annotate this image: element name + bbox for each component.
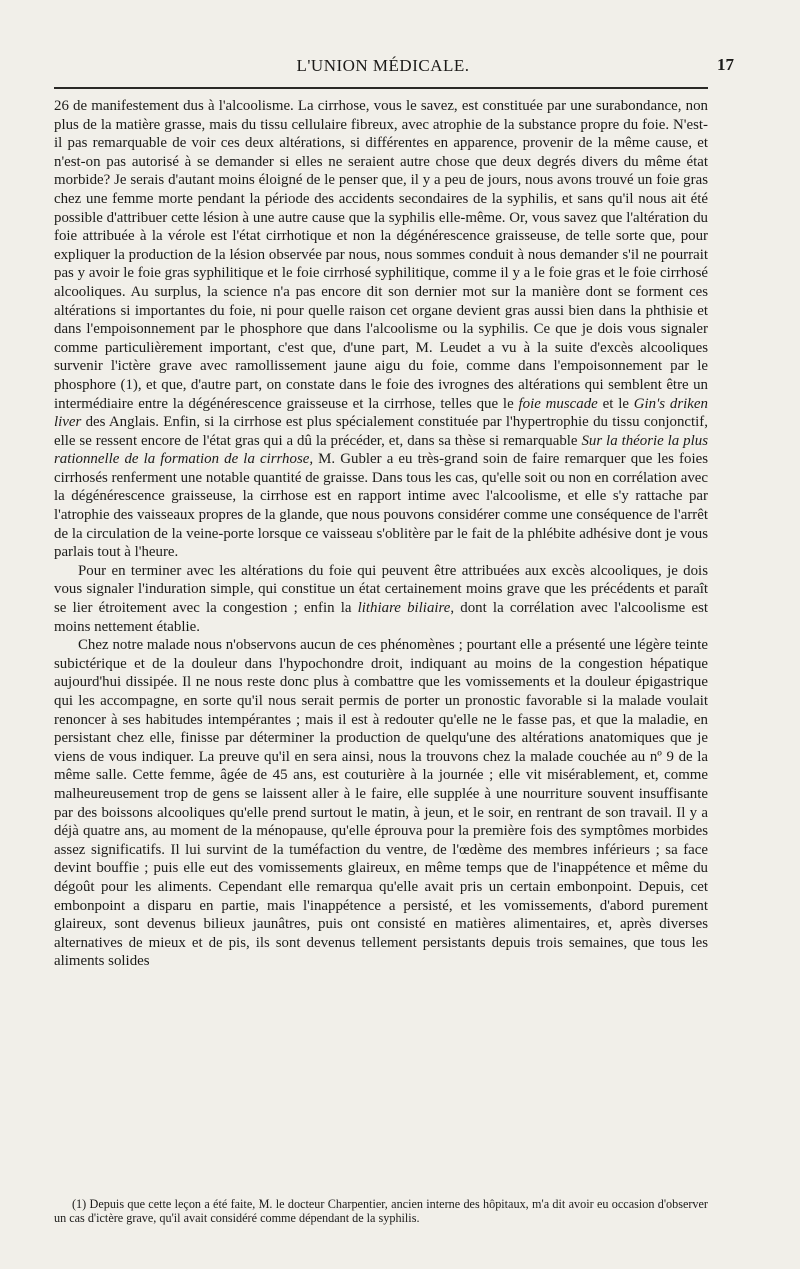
- italic-term-lithiase: lithiare biliaire: [357, 600, 451, 617]
- journal-title: L'UNION MÉDICALE.: [296, 56, 470, 75]
- footnote: [54, 1197, 708, 1225]
- page-number: 17: [717, 55, 734, 74]
- paragraph-2-part-a: Pour en terminer avec les altérations du foie qui peuvent être attribuées aux excès alcooliques, je dois vous signaler l'induration simple, qui constitue un état certainement moins grave que les précédents et paraît se lier étroitement avec la congestion ; enfin la: [54, 562, 708, 617]
- footnote-text: Depuis que cette leçon a été faite, M. le docteur Charpentier, ancien interne des hôpitaux, m'a dit avoir eu occasion d'observer un cas d'ictère grave, qu'il avait considéré comme dépendant de la syphilis.: [54, 1197, 708, 1225]
- header-rule: [54, 87, 708, 89]
- footnote-mark: (1): [72, 1197, 87, 1211]
- paragraph-1: [54, 97, 708, 562]
- paragraph-2: [54, 562, 708, 636]
- italic-term-gin-liver: Gin's driken liver: [54, 395, 708, 431]
- body-text: [54, 97, 708, 971]
- paragraph-3: Chez notre malade nous n'observons aucun de ces phénomènes ; pourtant elle a présenté une légère teinte subictérique et de la douleur dans l'hypochondre droit, indiquant au moins de la congestion hépatique aujourd'hui dissipée. Il ne nous reste donc plus à combattre que les vomissements et la douleur épigastrique qui les accompagne, en sorte qu'il nous serait permis de porter un pronostic favorable si la malade voulait renoncer à ses habitudes intempérantes ; mais il est à redouter qu'elle ne le fasse pas, et que la maladie, en persistant chez elle, finisse par déterminer la production de quelqu'une des altérations anatomiques que je viens de vous indiquer. La preuve qu'il en sera ainsi, nous la trouvons chez la malade couchée au nº 9 de la même salle. Cette femme, âgée de 45 ans, est couturière à la journée ; elle vit misérablement, et, comme malheureusement trop de gens se laissent aller à le faire, elle supplée à une nourriture souvent insuffisante par des boissons alcooliques qu'elle prend surtout le matin, à jeun, et le soir, en rentrant de son travail. Il y a déjà quatre ans, au moment de la ménopause, qu'elle éprouva pour la première fois des symptômes morbides assez significatifs. Il lui survint de la tuméfaction du ventre, de l'œdème des membres inférieurs ; sa face devint bouffie ; puis elle eut des vomissements glaireux, en même temps que de l'inappétence et même du dégoût pour les aliments. Cependant elle remarqua qu'elle avait pris un certain embonpoint. Depuis, cet embonpoint a disparu en partie, mais l'inappétence a persisté, et les vomissements, d'abord purement glaireux, sont devenus bilieux jaunâtres, puis ont consisté en matières alimentaires, et, après diverses alternatives de mieux et de pis, ils sont devenus tellement persistants depuis trois semaines, que tous les aliments solides: [54, 637, 708, 970]
- italic-thesis-title: Sur la théorie la plus rationnelle de la formation de la cirrhose,: [54, 432, 708, 468]
- italic-term-foie-muscade: foie muscade: [518, 395, 598, 412]
- paragraph-2-part-b: , dont la corrélation avec l'alcoolisme est moins nettement établie.: [54, 600, 708, 635]
- paragraph-1-part-c: des Anglais. Enfin, si la cirrhose est plus spécialement constituée par l'hypertrophie du tissu conjonctif, elle se ressent encore de l'état gras qui a dû la précéder, et, dans sa thèse si remarquable: [54, 414, 708, 449]
- paragraph-1-part-d: M. Gubler a eu très-grand soin de faire remarquer que les foies cirrhosés renferment une notable quantité de graisse. Dans tous les cas, qu'elle soit ou non en corrélation avec la dégénérescence graisseuse, la cirrhose est en rapport intime avec l'alcoolisme, et elle s'y rattache par l'atrophie des vaisseaux propres de la glande, que nous pouvons considérer comme une conséquence de l'arrêt de la circulation de la veine-porte lorsque ce vaisseau s'oblitère par le fait de la phlébite adhésive dont je vous parlais tout à l'heure.: [54, 451, 708, 561]
- paragraph-1-part-a: 26 de manifestement dus à l'alcoolisme. La cirrhose, vous le savez, est constituée par une surabondance, non plus de la matière grasse, mais du tissu cellulaire fibreux, avec atrophie de la substance propre du foie. N'est-il pas remarquable de voir ces deux altérations, si différentes en apparence, provenir de la même cause, et n'est-on pas autorisé à se demander si elles ne seraient autre chose que deux degrés divers du même état morbide? Je serais d'autant moins éloigné de le penser que, il y a peu de jours, nous avons trouvé un foie gras chez une femme morte pendant la période des accidents secondaires de la syphilis, et sans qu'il nous ait été possible d'attribuer cette lésion à une autre cause que la syphilis elle-même. Or, vous savez que l'altération du foie attribuée à la vérole est l'état cirrhotique et non la dégénérescence graisseuse, de telle sorte que, pour expliquer la production de la lésion observée par nous, nous sommes conduit à nous demander s'il ne pourrait pas y avoir le foie gras syphilitique et le foie cirrhosé syphilitique, comme il y a le foie gras et le foie cirrhosé alcooliques. Au surplus, la science n'a pas encore dit son dernier mot sur la manière dont se forment ces altérations si importantes du foie, ni pour quelle raison cet organe devient gras aussi bien dans la phthisie et dans l'empoisonnement par le phosphore que dans l'alcoolisme ou la syphilis. Ce que je dois vous signaler comme particulièrement important, c'est que, d'une part, M. Leudet a vu à la suite d'excès alcooliques survenir l'ictère grave avec ramollissement jaune aigu du foie, comme dans l'empoisonnement par le phosphore (1), et que, d'autre part, on constate dans le foie des ivrognes des altérations qui semblent être un intermédiaire entre la dégénérescence graisseuse et la cirrhose, telles que le: [54, 98, 708, 412]
- paragraph-1-part-b: et le: [597, 395, 634, 412]
- running-header: [54, 52, 734, 82]
